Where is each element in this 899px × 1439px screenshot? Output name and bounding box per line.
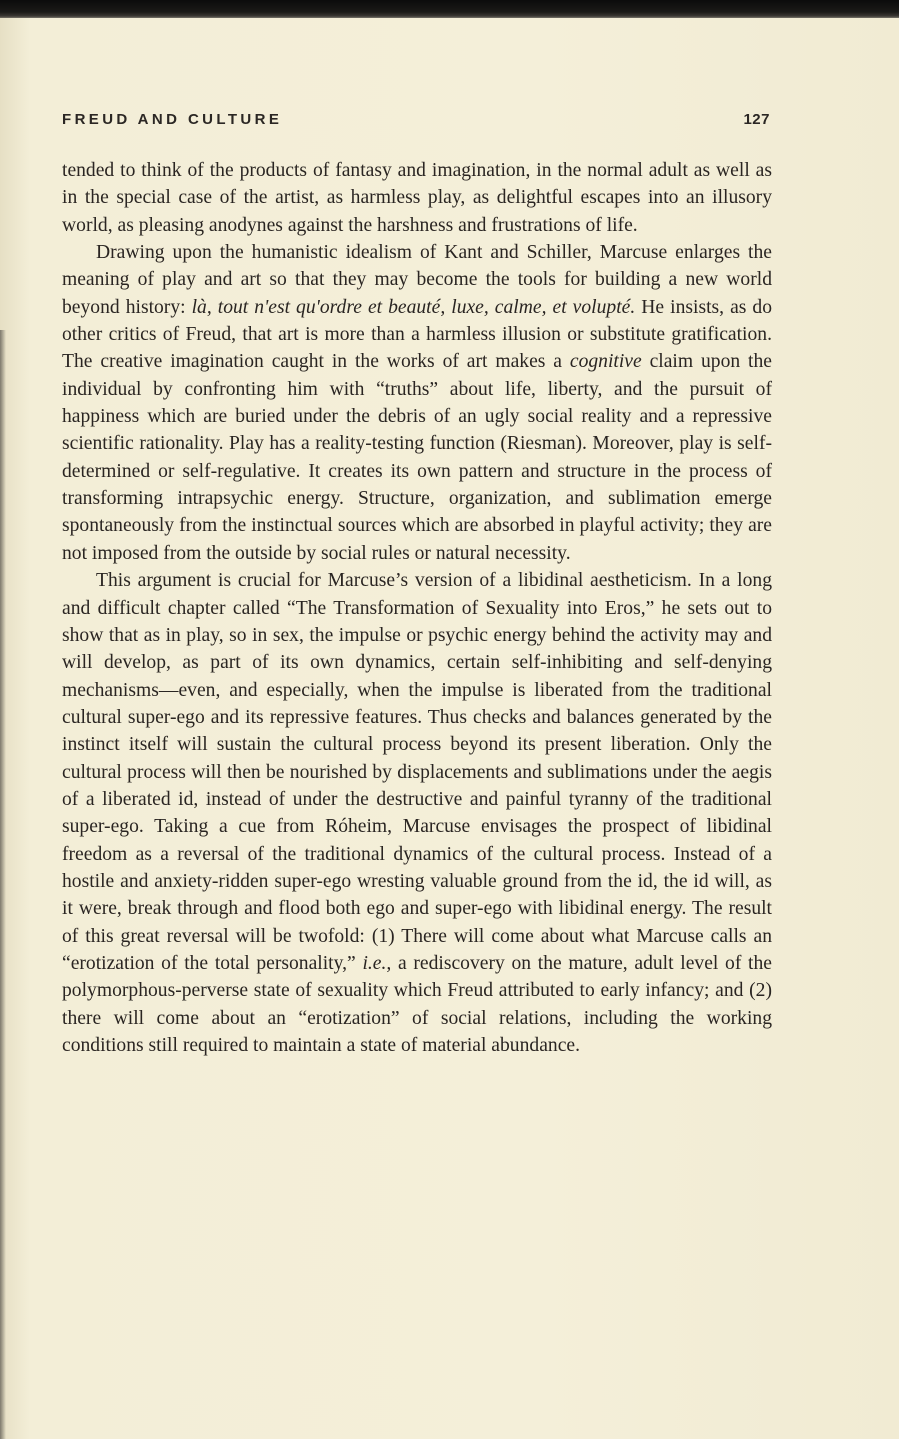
paragraph-2-text-b: He insists, as do other critics of Freud, that art is more than a harmless illusion or substitute gratification. The creative imagination caught in the works of art makes a xyxy=(62,296,772,373)
paragraph-2-text-c: claim upon the individual by confronting him with “truths” about life, liberty, and the pursuit of happiness which are buried under the debris of an ugly social reality and a repressive scientific rationality. Play has a reality-testing function (Riesman). Moreover, play is self-determined or self-regulative. It creates its own pattern and structure in the process of transforming intrapsychic energy. Structure, organization, and sublimation emerge spontaneously from the instinctual sources which are absorbed in playful activity; they are not imposed from the outside by social rules or natural necessity. xyxy=(62,351,772,564)
french-quotation: là, tout n'est qu'ordre et beauté, luxe, calme, et volupté. xyxy=(191,296,636,318)
binding-shadow xyxy=(0,330,6,1439)
paragraph-1-text: tended to think of the products of fantasy and imagination, in the normal adult as well as in the special case of the artist, as harmless play, as delightful escapes into an illusory world, as pleasing anodynes against the harshness and frustrations of life. xyxy=(62,160,772,236)
emphasis-ie: i.e., xyxy=(362,952,392,974)
paragraph-3 xyxy=(62,567,772,1059)
paragraph-1 xyxy=(62,157,772,239)
paragraph-2 xyxy=(62,239,772,567)
running-head xyxy=(62,111,770,133)
emphasis-cognitive: cognitive xyxy=(569,351,642,373)
page-number: 127 xyxy=(743,111,770,128)
paragraph-2-text-a: Drawing upon the humanistic idealism of Kant and Schiller, Marcuse enlarges the meaning of play and art so that they may become the tools for building a new world beyond history: xyxy=(62,242,772,318)
paragraph-3-text-b: a rediscovery on the mature, adult level of the polymorphous-perverse state of sexuality which Freud attributed to early infancy; and (2) there will come about an “erotization” of social relations, including the working conditions still required to maintain a state of material abundance. xyxy=(62,952,772,1056)
paragraph-3-text-a: This argument is crucial for Marcuse’s version of a libidinal aestheticism. In a long and difficult chapter called “The Transformation of Sexuality into Eros,” he sets out to show that as in play, so in sex, the impulse or psychic energy behind the activity may and will develop, as part of its own dynamics, certain self-inhibiting and self-denying mechanisms—even, and especially, when the impulse is liberated from the traditional cultural super-ego and its repressive features. Thus checks and balances generated by the instinct itself will sustain the cultural process beyond its present liberation. Only the cultural process will then be nourished by displacements and sublimations under the aegis of a liberated id, instead of under the destructive and painful tyranny of the traditional super-ego. Taking a cue from Róheim, Marcuse envisages the prospect of libidinal freedom as a reversal of the traditional dynamics of the cultural process. Instead of a hostile and anxiety-ridden super-ego wresting valuable ground from the id, the id will, as it were, break through and flood both ego and super-ego with libidinal energy. The result of this great reversal will be twofold: (1) There will come about what Marcuse calls an “erotization of the total personality,” xyxy=(62,570,772,974)
scan-top-edge xyxy=(0,0,899,18)
running-title: FREUD AND CULTURE xyxy=(62,111,283,128)
body-text xyxy=(62,157,772,1059)
